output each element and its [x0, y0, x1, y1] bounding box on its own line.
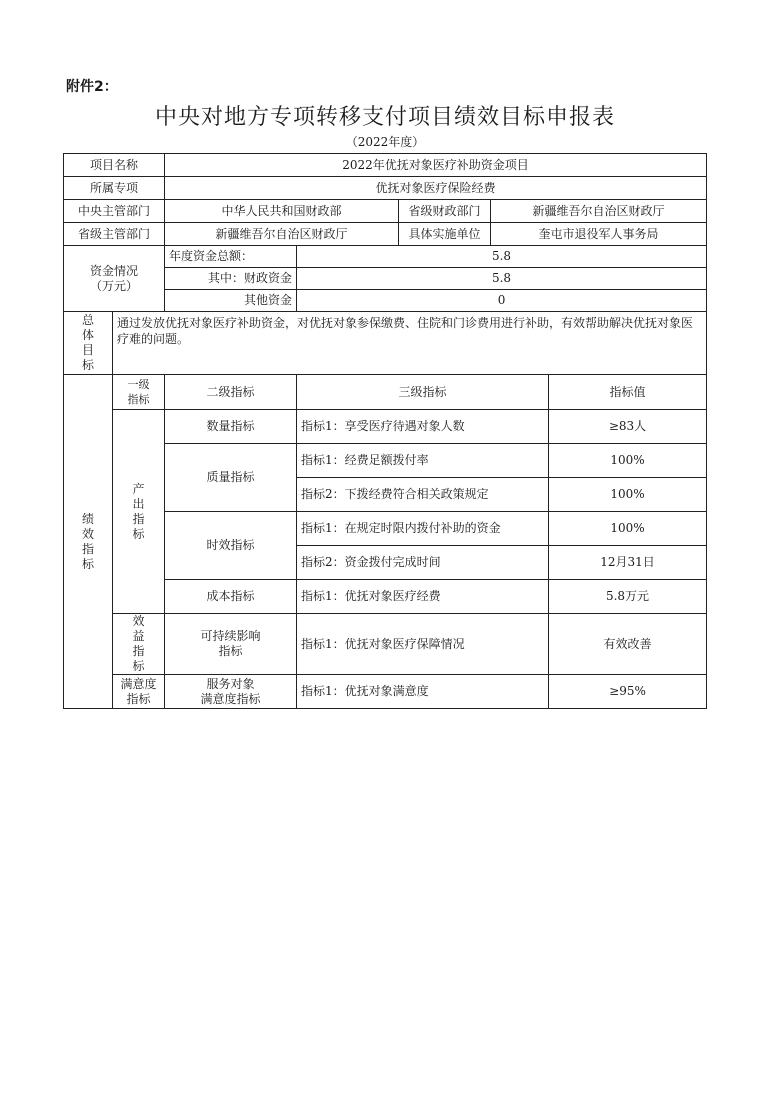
special: 优抚对象医疗保险经费	[165, 177, 707, 200]
benefit-label-char: 效	[132, 614, 145, 628]
project-name-label: 项目名称	[64, 154, 165, 177]
goal-label-char: 体	[81, 328, 94, 342]
attachment-label: 附件2：	[66, 79, 118, 95]
funds-total: 5.8	[297, 246, 707, 268]
central-dept-label: 中央主管部门	[64, 200, 165, 223]
prov-finance: 新疆维吾尔自治区财政厅	[491, 200, 707, 223]
header-level1-line2: 指标	[127, 393, 150, 406]
quantity-label: 数量指标	[165, 410, 297, 444]
perf-label-char: 效	[81, 526, 94, 541]
special-label: 所属专项	[64, 177, 165, 200]
satisfaction-indicator-1: 指标1：优抚对象满意度	[297, 675, 549, 709]
project-name: 2022年优抚对象医疗补助资金项目	[165, 154, 707, 177]
perf-label	[64, 375, 113, 709]
central-dept: 中华人民共和国财政部	[165, 200, 399, 223]
sustain-label-line1: 可持续影响	[200, 629, 261, 643]
funds-label-line1: 资金情况	[90, 263, 139, 278]
benefit-label-char: 益	[132, 629, 145, 643]
quantity-indicator-1: 指标1：享受医疗待遇对象人数	[297, 410, 549, 444]
quantity-value-1: ≥83人	[549, 410, 707, 444]
perf-label-char: 指	[81, 541, 94, 556]
timeliness-label: 时效指标	[165, 512, 297, 580]
satisfaction-label	[113, 675, 165, 709]
satisfaction-value-1: ≥95%	[549, 675, 707, 709]
cost-value-1: 5.8万元	[549, 580, 707, 614]
satisfaction-sub-label-line1: 服务对象	[206, 676, 255, 691]
benefit-label-char: 标	[132, 659, 145, 673]
impl-unit-label: 具体实施单位	[399, 223, 491, 246]
satisfaction-label-line2: 指标	[126, 691, 151, 706]
prov-dept: 新疆维吾尔自治区财政厅	[165, 223, 399, 246]
page-title: 中央对地方专项转移支付项目绩效目标申报表	[154, 105, 615, 130]
satisfaction-sub-label	[165, 675, 297, 709]
perf-label-char: 绩	[81, 511, 94, 526]
sustain-label	[165, 614, 297, 675]
quality-value-2: 100%	[549, 478, 707, 512]
goal-label-char: 目	[81, 343, 94, 357]
goal-label	[64, 312, 113, 375]
funds-fiscal-label: 其中：财政资金	[165, 268, 297, 290]
funds-other-label: 其他资金	[165, 290, 297, 312]
benefit-label	[113, 614, 165, 675]
quality-value-1: 100%	[549, 444, 707, 478]
header-level1	[113, 375, 165, 410]
timeliness-value-2: 12月31日	[549, 546, 707, 580]
year-label: （2022年度）	[345, 135, 425, 149]
perf-label-char: 标	[81, 556, 94, 571]
header-value: 指标值	[549, 375, 707, 410]
sustain-indicator-1: 指标1：优抚对象医疗保障情况	[297, 614, 549, 675]
cost-label: 成本指标	[165, 580, 297, 614]
timeliness-indicator-1: 指标1：在规定时限内拨付补助的资金	[297, 512, 549, 546]
performance-table	[63, 153, 707, 709]
sustain-label-line2: 指标	[218, 644, 243, 658]
output-label	[113, 410, 165, 614]
goal-label-char: 总	[81, 313, 94, 327]
header-level1-line1: 一级	[127, 378, 150, 391]
funds-label-line2: （万元）	[90, 278, 139, 293]
impl-unit: 奎屯市退役军人事务局	[491, 223, 707, 246]
header-level2: 二级指标	[165, 375, 297, 410]
quality-label: 质量指标	[165, 444, 297, 512]
funds-fiscal: 5.8	[297, 268, 707, 290]
header-level3: 三级指标	[297, 375, 549, 410]
output-label-char: 标	[132, 526, 145, 541]
quality-indicator-1: 指标1：经费足额拨付率	[297, 444, 549, 478]
cost-indicator-1: 指标1：优抚对象医疗经费	[297, 580, 549, 614]
funds-other: 0	[297, 290, 707, 312]
funds-label	[64, 246, 165, 312]
timeliness-value-1: 100%	[549, 512, 707, 546]
satisfaction-sub-label-line2: 满意度指标	[200, 691, 261, 706]
benefit-label-char: 指	[132, 644, 145, 658]
goal-label-char: 标	[81, 358, 94, 372]
quality-indicator-2: 指标2：下拨经费符合相关政策规定	[297, 478, 549, 512]
satisfaction-label-line1: 满意度	[120, 676, 157, 691]
timeliness-indicator-2: 指标2：资金拨付完成时间	[297, 546, 549, 580]
prov-dept-label: 省级主管部门	[64, 223, 165, 246]
output-label-char: 产	[132, 481, 145, 496]
output-label-char: 指	[132, 511, 145, 526]
goal-text: 通过发放优抚对象医疗补助资金，对优抚对象参保缴费、住院和门诊费用进行补助，有效帮助解决优抚对象医疗难的问题。	[113, 312, 707, 375]
sustain-value-1: 有效改善	[549, 614, 707, 675]
funds-total-label: 年度资金总额：	[165, 246, 297, 268]
prov-finance-label: 省级财政部门	[399, 200, 491, 223]
output-label-char: 出	[132, 496, 145, 511]
